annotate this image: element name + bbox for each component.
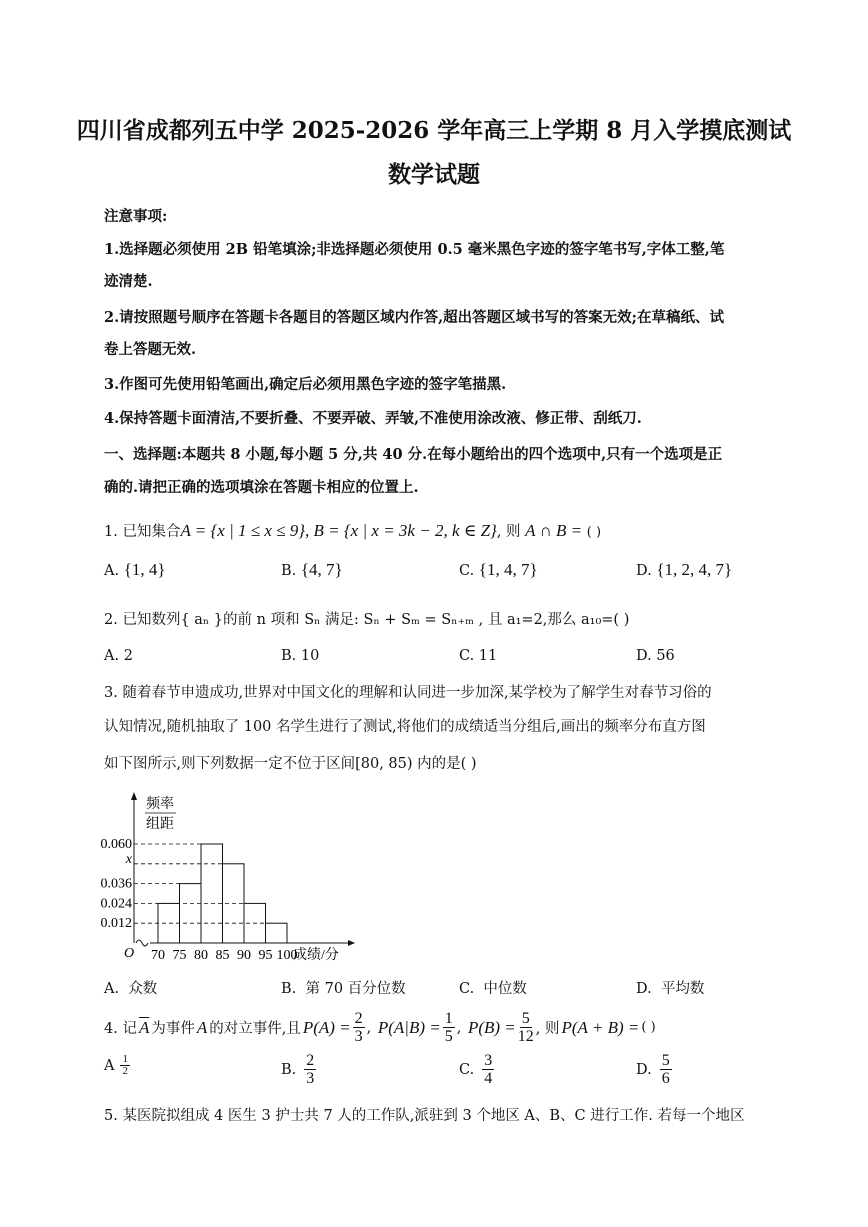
- x-axis-label: 成绩/分: [293, 948, 339, 963]
- q1-set-b: , B = {x | x = 3k − 2, k ∈ Z}: [305, 521, 497, 540]
- q4-option-c[interactable]: C. $\frac{3}{4}$: [459, 1052, 493, 1087]
- q1-option-a[interactable]: A. {1, 4}: [104, 560, 166, 579]
- q3-option-a[interactable]: A. 众数: [104, 981, 158, 997]
- x-axis-arrow: [348, 940, 355, 946]
- q4-p-a-fraction: $\frac{2}{3}$: [354, 1010, 363, 1045]
- q1-option-c[interactable]: C. {1, 4, 7}: [459, 560, 538, 579]
- q4-option-b[interactable]: B. $\frac{2}{3}$: [281, 1052, 315, 1087]
- x-tick-label: 80: [194, 948, 208, 963]
- histogram-bar: [201, 844, 223, 943]
- q4-a-complement: $\overline{A}$: [138, 1017, 150, 1037]
- x-tick-label: 90: [237, 948, 251, 963]
- x-tick-label: 85: [215, 948, 230, 963]
- q4-stem: 4. 记 $\overline{A}$ 为事件 A 的对立事件,且 P(A) = $\frac{2}{3}$ , P(A|B) = $\frac{1}{5}$ , P(B) = $\frac{5}{12}$ , 则 P(A + B) = ( ): [104, 1010, 656, 1045]
- x-tick-label: 95: [258, 948, 273, 963]
- x-tick-label: 100: [276, 948, 298, 963]
- notice-item-2-cont: 卷上答题无效.: [104, 341, 197, 358]
- q3-stem-line-2: 认知情况,随机抽取了 100 名学生进行了测试,将他们的成绩适当分组后,画出的频率分布直方图: [104, 719, 706, 735]
- q2-option-d[interactable]: D. 56: [636, 648, 675, 664]
- notice-item-2: 2.请按照题号顺序在答题卡各题目的答题区域内作答,超出答题区域书写的答案无效;在草稿纸、试: [104, 309, 725, 326]
- y-tick-label: 0.036: [100, 876, 132, 892]
- section-1-instructions-cont: 确的.请把正确的选项填涂在答题卡相应的位置上.: [104, 479, 419, 496]
- q1-option-d[interactable]: D. {1, 2, 4, 7}: [636, 560, 733, 579]
- x-tick-label: 75: [172, 948, 187, 963]
- q2-option-c[interactable]: C. 11: [459, 648, 498, 664]
- q4-p-cond-fraction: $\frac{1}{5}$: [444, 1010, 453, 1045]
- q2-stem: 2. 已知数列{ aₙ }的前 n 项和 Sₙ 满足: Sₙ + Sₘ = Sₙ₊ₘ , 且 a₁=2,那么 a₁₀=( ): [104, 612, 630, 628]
- y-tick-label: 0.024: [100, 896, 132, 912]
- origin-label: O: [124, 946, 135, 961]
- q4-option-d[interactable]: D. $\frac{5}{6}$: [636, 1052, 670, 1087]
- q3-option-b[interactable]: B. 第 70 百分位数: [281, 981, 406, 997]
- paper-title: 四川省成都列五中学 2025-2026 学年高三上学期 8 月入学摸底测试: [76, 117, 792, 144]
- q2-option-a[interactable]: A. 2: [104, 648, 133, 664]
- q1-option-b[interactable]: B. {4, 7}: [281, 560, 343, 579]
- q4-option-a[interactable]: A $\frac{1}{2}$: [104, 1053, 128, 1077]
- histogram-bar: [266, 923, 288, 943]
- y-axis-arrow: [131, 792, 137, 800]
- axis-break-mark: [136, 940, 148, 946]
- q1-set-a: A = {x | 1 ≤ x ≤ 9}: [180, 521, 306, 540]
- y-tick-label: x: [125, 851, 132, 867]
- histogram-bar: [180, 884, 202, 943]
- notice-item-3: 3.作图可先使用铅笔画出,确定后必须用黑色字迹的签字笔描黑.: [104, 376, 507, 393]
- q1-stem: 1. 已知集合A = {x | 1 ≤ x ≤ 9}, B = {x | x = 3k − 2, k ∈ Z}, 则 A ∩ B = ( ): [104, 521, 602, 540]
- q3-option-d[interactable]: D. 平均数: [636, 981, 705, 997]
- q2-option-b[interactable]: B. 10: [281, 648, 320, 664]
- frequency-histogram: [98, 788, 378, 963]
- section-1-instructions: 一、选择题:本题共 8 小题,每小题 5 分,共 40 分.在每小题给出的四个选项中,只有一个选项是正: [104, 446, 723, 463]
- y-tick-label: 0.012: [100, 916, 132, 932]
- y-axis-label-top: 频率: [146, 797, 174, 812]
- q3-stem-line-1: 3. 随着春节申遗成功,世界对中国文化的理解和认同进一步加深,某学校为了解学生对春节习俗的: [104, 685, 712, 701]
- q5-stem-line-1: 5. 某医院拟组成 4 医生 3 护士共 7 人的工作队,派驻到 3 个地区 A、B、C 进行工作. 若每一个地区: [104, 1108, 745, 1124]
- notice-item-1: 1.选择题必须使用 2B 铅笔填涂;非选择题必须使用 0.5 毫米黑色字迹的签字笔书写,字体工整,笔: [104, 241, 725, 258]
- q3-stem-line-3: 如下图所示,则下列数据一定不位于区间[80, 85) 内的是( ): [104, 756, 477, 772]
- paper-subtitle: 数学试题: [388, 161, 480, 188]
- q1-ask: A ∩ B =: [525, 521, 583, 540]
- q4-p-b-fraction: $\frac{5}{12}$: [517, 1010, 534, 1045]
- notice-heading: 注意事项:: [104, 208, 168, 225]
- x-tick-label: 70: [151, 948, 165, 963]
- q3-option-c[interactable]: C. 中位数: [459, 981, 527, 997]
- y-axis-label-bottom: 组距: [146, 817, 174, 832]
- y-tick-label: 0.060: [100, 837, 132, 852]
- notice-item-4: 4.保持答题卡面清洁,不要折叠、不要弄破、弄皱,不准使用涂改液、修正带、刮纸刀.: [104, 410, 642, 427]
- notice-item-1-cont: 迹清楚.: [104, 273, 153, 290]
